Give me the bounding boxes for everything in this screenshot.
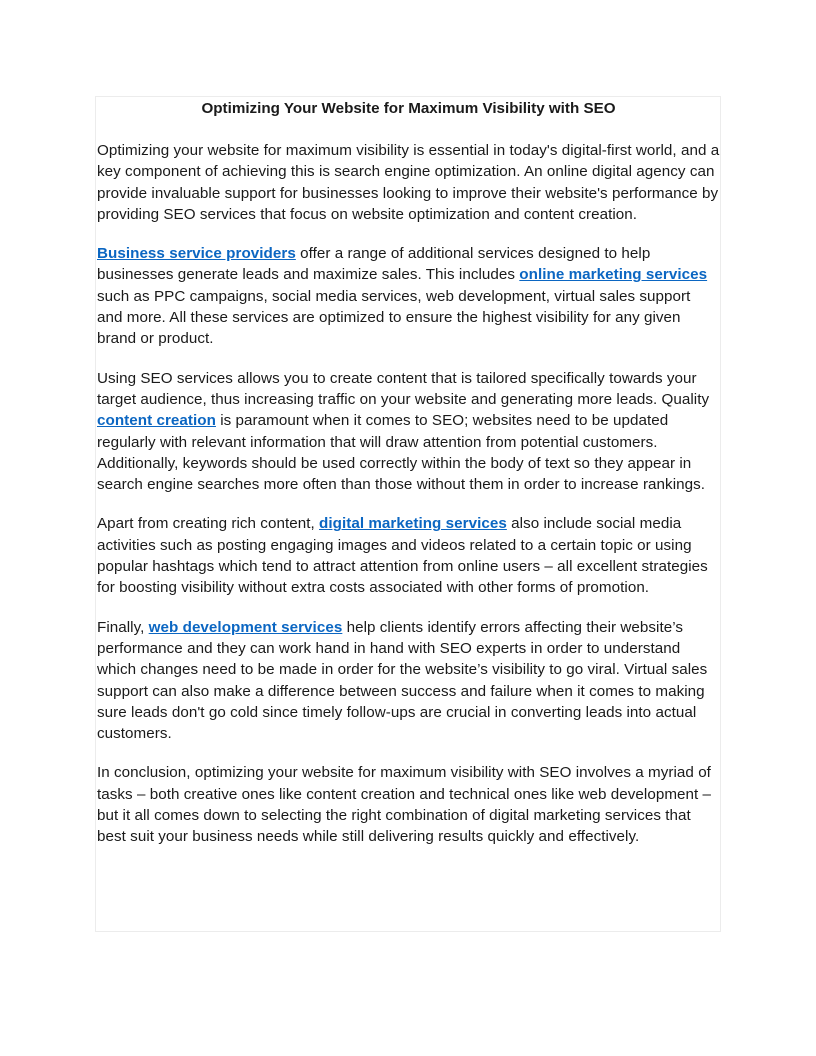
web-development-services-link[interactable]: web development services (148, 618, 343, 636)
paragraph-text: Optimizing your website for maximum visibility is essential in today's digital-first world, and a key component of achieving this is search engine optimization. An online digital agency can provide invaluable support for businesses looking to improve their website's performance by providing SEO services that focus on website optimization and content creation. (97, 142, 720, 223)
paragraph-text: Finally, (97, 618, 149, 636)
page-title: Optimizing Your Website for Maximum Visibility with SEO (201, 100, 616, 117)
paragraph-text: Apart from creating rich content, (97, 515, 320, 533)
paragraph-text: also include social media activities such as posting engaging images and videos related to a certain topic or using popular hashtags which tend to attract attention from online users – all excellent strategies for boosting visibility without extra costs associated with other forms of promotion. (97, 515, 708, 597)
paragraph-text: Using SEO services allows you to create content that is tailored specifically towards your target audience, thus increasing traffic on your website and generating more leads. Quality (97, 369, 710, 408)
digital-marketing-services-link[interactable]: digital marketing services (319, 515, 507, 533)
paragraph-web-development (97, 617, 720, 745)
paragraph-intro (97, 140, 720, 225)
document-page (95, 96, 721, 932)
online-marketing-services-link[interactable]: online marketing services (519, 266, 708, 284)
business-service-providers-link[interactable]: Business service providers (97, 245, 296, 263)
paragraph-conclusion (97, 762, 720, 847)
paragraph-digital-marketing (97, 513, 720, 598)
paragraph-text: such as PPC campaigns, social media services, web development, virtual sales support and more. All these services are optimized to ensure the highest visibility for any given brand or product. (97, 287, 691, 348)
paragraph-business-services (97, 243, 720, 349)
paragraph-text: offer a range of additional services designed to help businesses generate leads and maximize sales. This includes (97, 245, 651, 284)
paragraph-seo-services (97, 368, 720, 496)
paragraph-text: is paramount when it comes to SEO; websites need to be updated regularly with relevant information that will draw attention from potential customers. Additionally, keywords should be used correctly within the body of text so they appear in search engine searches more often than those without them in order to increase rankings. (97, 412, 706, 494)
content-creation-link[interactable]: content creation (97, 412, 216, 430)
paragraph-text: help clients identify errors affecting their website’s performance and they can work hand in hand with SEO experts in order to understand which changes need to be made in order for the website’s visibility to go viral. Virtual sales support can also make a difference between success and failure when it comes to making sure leads don't go cold since timely follow-ups are crucial in converting leads into actual customers. (97, 618, 708, 743)
paragraph-text: In conclusion, optimizing your website for maximum visibility with SEO involves a myriad of tasks – both creative ones like content creation and technical ones like web development – but it all comes down to selecting the right combination of digital marketing services that best suit your business needs while still delivering results quickly and effectively. (97, 764, 712, 846)
